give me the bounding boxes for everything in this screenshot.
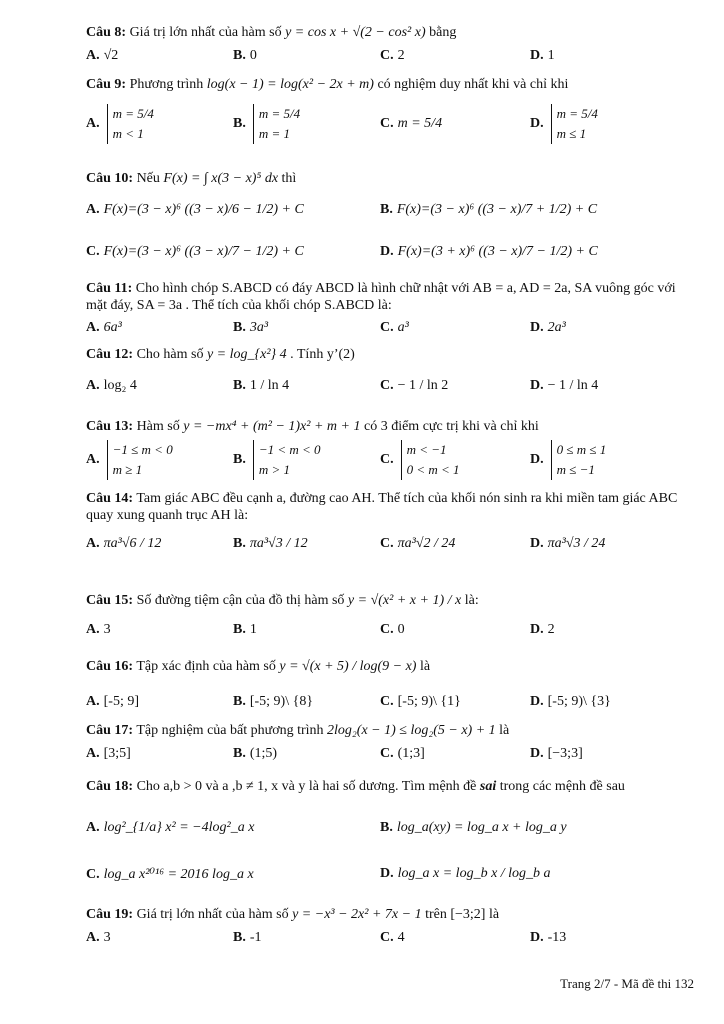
option-a: A. 3	[86, 622, 111, 637]
option-d: D. log_a x = log_b x / log_b a	[380, 866, 551, 881]
option-d: D. [-5; 9)\ {3}	[530, 694, 611, 709]
question-expression: F(x) = ∫ x(3 − x)⁵ dx	[163, 171, 279, 186]
question-stem: Tập nghiệm của bất phương trình	[136, 723, 324, 738]
option-d: D. F(x)=(3 + x)⁶ ((3 − x)/7 − 1/2) + C	[380, 244, 598, 259]
question-number: Câu 11:	[86, 281, 133, 296]
option-c: C. log_a x²⁰¹⁶ = 2016 log_a x	[86, 866, 254, 882]
option-d: D. 2	[530, 622, 555, 637]
option-a: A. [3;5]	[86, 746, 131, 761]
option-b: B. -1	[233, 930, 262, 945]
option-c: C. 2	[380, 48, 405, 63]
question-number: Câu 17:	[86, 723, 134, 738]
question-stem: Tam giác ABC đều cạnh a, đường cao AH. Thể tích của khối nón sinh ra khi miền tam giác ABC quay xung quanh trục AH là:	[86, 491, 678, 523]
question-stem: Nếu	[136, 171, 160, 186]
question-stem: Giá trị lớn nhất của hàm số	[129, 25, 282, 40]
question-number: Câu 19:	[86, 907, 134, 922]
page-footer: Trang 2/7 - Mã đề thi 132	[560, 976, 694, 991]
question-14	[86, 490, 696, 524]
question-number: Câu 9:	[86, 77, 127, 92]
option-a: A. 6a³	[86, 320, 122, 335]
question-stem-tail: có 3 điểm cực trị khi và chỉ khi	[363, 419, 539, 434]
question-18	[86, 778, 696, 795]
option-b: B. 1 / ln 4	[233, 378, 290, 393]
question-9	[86, 76, 696, 93]
option-a: A. 3	[86, 930, 111, 945]
question-13	[86, 418, 696, 435]
question-stem-tail: có nghiệm duy nhất khi và chỉ khi	[377, 77, 569, 92]
option-d: D. 2a³	[530, 320, 566, 335]
question-stem-tail: là	[499, 723, 510, 738]
question-stem: Tập xác định của hàm số	[136, 659, 276, 674]
option-b: B. 0	[233, 48, 257, 63]
option-a: A. log₂ 4	[86, 378, 137, 393]
question-expression: y = √(x + 5) / log(9 − x)	[279, 659, 417, 674]
question-10	[86, 170, 696, 187]
question-number: Câu 18:	[86, 779, 134, 794]
option-c: C. F(x)=(3 − x)⁶ ((3 − x)/7 − 1/2) + C	[86, 244, 304, 259]
question-number: Câu 8:	[86, 25, 127, 40]
option-a: A. m = 5/4 m < 1	[86, 104, 154, 144]
option-d: D. [−3;3]	[530, 746, 583, 761]
option-d: D. − 1 / ln 4	[530, 378, 599, 393]
option-a: A. log²_{1/a} x² = −4log²_a x	[86, 820, 255, 835]
question-stem: Cho hàm số	[136, 347, 204, 362]
question-stem: Cho a,b > 0 và a ,b ≠ 1, x và y là hai số dương. Tìm mệnh đề	[136, 779, 477, 794]
question-number: Câu 10:	[86, 171, 134, 186]
question-stem: Giá trị lớn nhất của hàm số	[136, 907, 289, 922]
option-d: D. -13	[530, 930, 567, 945]
question-8	[86, 24, 696, 41]
option-b: B. [-5; 9)\ {8}	[233, 694, 314, 709]
option-c: C. 0	[380, 622, 405, 637]
option-a: A. √2	[86, 48, 119, 63]
question-number: Câu 16:	[86, 659, 134, 674]
question-expression: y = cos x + √(2 − cos² x)	[285, 25, 426, 40]
question-expression: y = −x³ − 2x² + 7x − 1	[292, 907, 422, 922]
option-d: D. πa³√3 / 24	[530, 536, 606, 551]
option-b: B. πa³√3 / 12	[233, 536, 308, 551]
option-b: B. m = 5/4 m = 1	[233, 104, 300, 144]
question-number: Câu 13:	[86, 419, 134, 434]
question-number: Câu 15:	[86, 593, 134, 608]
option-a: A. [-5; 9]	[86, 694, 140, 709]
option-b: B. 3a³	[233, 320, 269, 335]
option-d: D. 1	[530, 48, 555, 63]
question-17	[86, 722, 696, 739]
question-expression: y = −mx⁴ + (m² − 1)x² + m + 1	[183, 419, 361, 434]
emphasis-word: sai	[479, 779, 497, 794]
question-stem-tail: . Tính y’(2)	[290, 347, 355, 362]
question-stem-tail: thì	[281, 171, 297, 186]
option-d: D. 0 ≤ m ≤ 1 m ≤ −1	[530, 440, 606, 480]
option-c: C. − 1 / ln 2	[380, 378, 449, 393]
question-stem-tail: trên [−3;2] là	[425, 907, 500, 922]
question-number: Câu 12:	[86, 347, 134, 362]
option-a: A. −1 ≤ m < 0 m ≥ 1	[86, 440, 173, 480]
option-c: C. [-5; 9)\ {1}	[380, 694, 461, 709]
question-expression: 2log₂(x − 1) ≤ log₂(5 − x) + 1	[327, 723, 496, 738]
question-number: Câu 14:	[86, 491, 134, 506]
question-expression: y = √(x² + x + 1) / x	[347, 593, 462, 608]
question-stem-tail: là	[419, 659, 431, 674]
option-c: C. m = 5/4	[380, 116, 443, 131]
option-c: C. πa³√2 / 24	[380, 536, 456, 551]
question-16	[86, 658, 696, 675]
question-expression: y = log_{x²} 4	[206, 347, 287, 362]
option-b: B. 1	[233, 622, 257, 637]
option-c: C. (1;3]	[380, 746, 425, 761]
question-11	[86, 280, 696, 314]
option-d: D. m = 5/4 m ≤ 1	[530, 104, 598, 144]
option-b: B. −1 < m < 0 m > 1	[233, 440, 321, 480]
question-expression: log(x − 1) = log(x² − 2x + m)	[206, 77, 374, 92]
question-stem: Số đường tiệm cận của đồ thị hàm số	[136, 593, 345, 608]
option-b: B. F(x)=(3 − x)⁶ ((3 − x)/7 + 1/2) + C	[380, 202, 598, 217]
option-a: A. πa³√6 / 12	[86, 536, 162, 551]
option-c: C. 4	[380, 930, 405, 945]
question-stem: Cho hình chóp S.ABCD có đáy ABCD là hình chữ nhật với AB = a, AD = 2a, SA vuông góc với mặt đáy, SA = 3a . Thể tích của khối chóp S.ABCD là:	[86, 281, 676, 313]
question-stem-tail: bằng	[429, 25, 457, 40]
option-c: C. m < −1 0 < m < 1	[380, 440, 460, 480]
question-stem-tail: trong các mệnh đề sau	[499, 779, 625, 794]
question-stem-tail: là:	[464, 593, 479, 608]
question-12	[86, 346, 696, 363]
option-b: B. (1;5)	[233, 746, 278, 761]
option-b: B. log_a(xy) = log_a x + log_a y	[380, 820, 567, 835]
question-stem: Hàm số	[136, 419, 180, 434]
question-15	[86, 592, 696, 609]
option-a: A. F(x)=(3 − x)⁶ ((3 − x)/6 − 1/2) + C	[86, 202, 304, 217]
option-c: C. a³	[380, 320, 409, 335]
question-19	[86, 906, 696, 923]
question-stem: Phương trình	[129, 77, 204, 92]
